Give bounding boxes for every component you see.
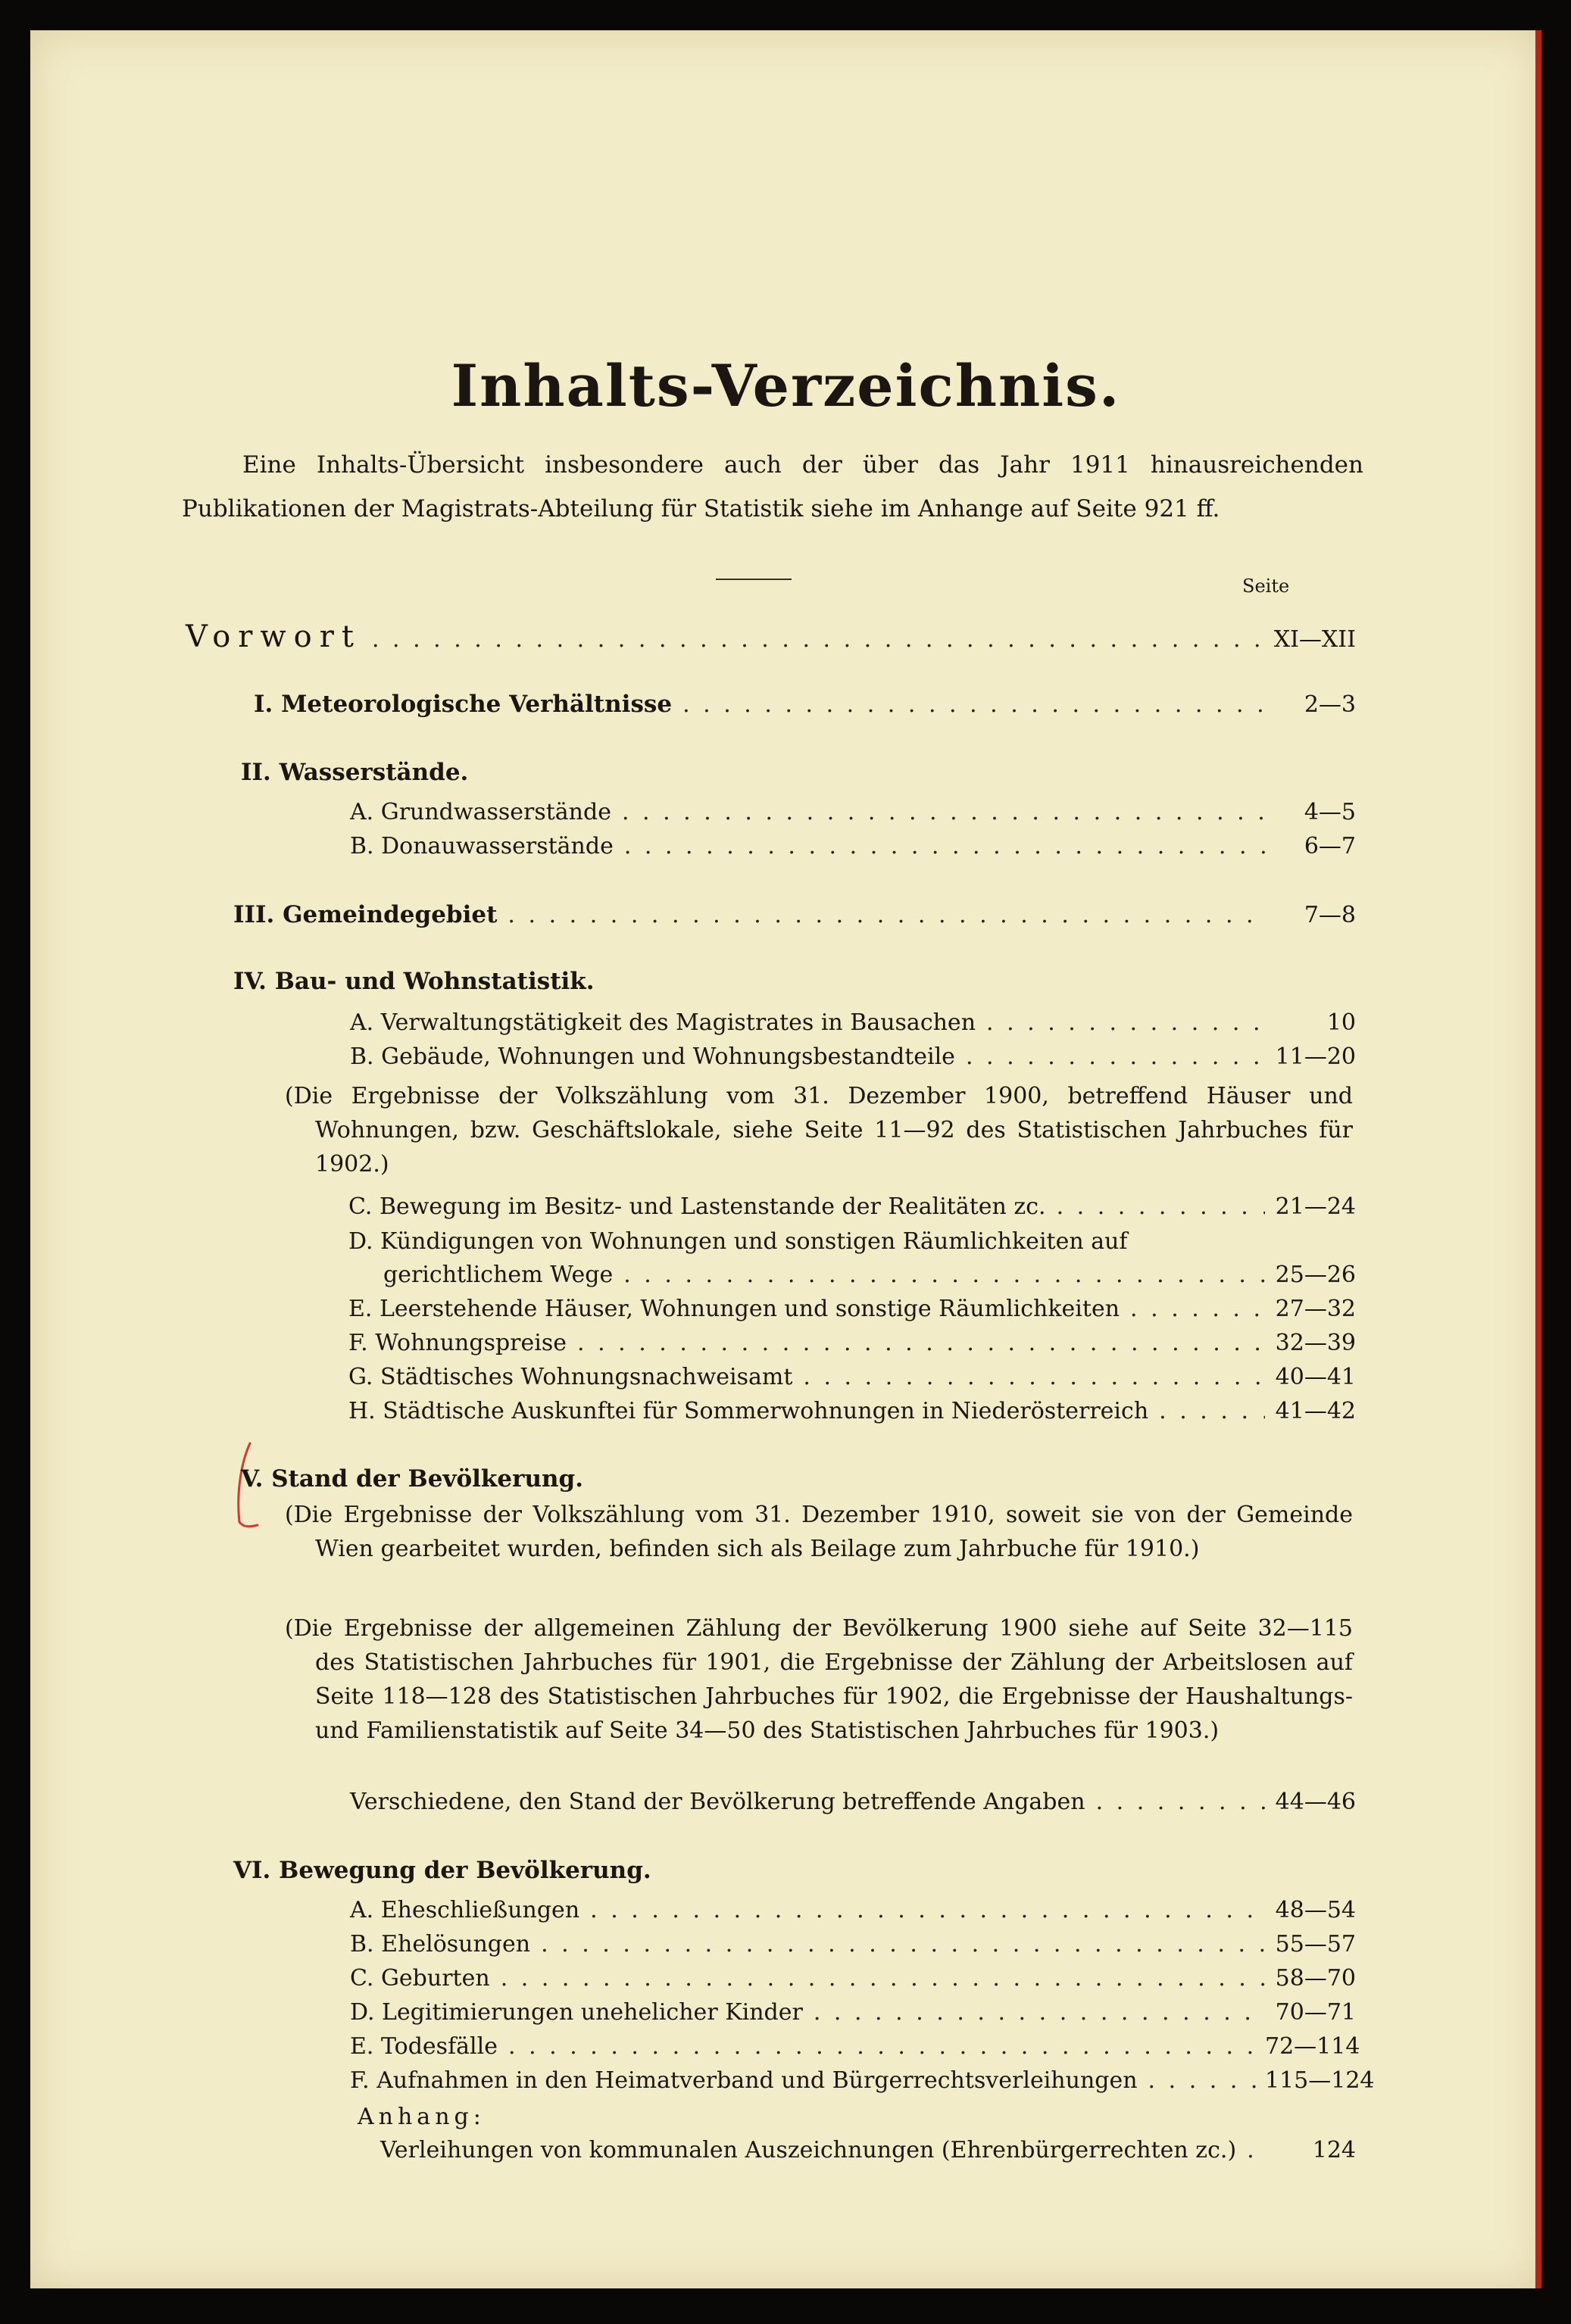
toc-label: E. Leerstehende Häuser, Wohnungen und sonstige Räumlichkeiten [348,1296,1120,1322]
toc-row[interactable] [350,1897,1356,1923]
toc-row-section-3[interactable] [233,901,1356,928]
toc-page: 27—32 [1275,1296,1356,1322]
toc-row[interactable] [380,2137,1356,2163]
toc-label: C. Bewegung im Besitz- und Lastenstande der Realitäten zc. [348,1193,1046,1220]
toc-label: I. Meteorologische Verhältnisse [254,691,673,718]
leader-dots [1046,1193,1265,1220]
toc-label: F. Aufnahmen in den Heimatverband und Bürgerrechtsverleihungen [350,2067,1138,2094]
toc-row[interactable] [383,1262,1356,1288]
toc-page: 4—5 [1304,799,1356,825]
toc-page: 48—54 [1275,1897,1356,1923]
leader-dots [498,2033,1265,2060]
toc-label: A. Grundwasserstände [350,799,611,825]
toc-page: 44—46 [1275,1789,1356,1815]
toc-label: E. Todesfälle [350,2033,498,2060]
note-census-1900 [285,1079,1353,1181]
leader-dots [955,1043,1265,1070]
section-heading-4: IV. Bau- und Wohnstatistik. [233,968,595,995]
leader-dots [361,626,1265,653]
leader-dots [490,1965,1265,1992]
leader-dots [611,799,1265,825]
toc-row[interactable] [350,1965,1356,1992]
toc-row-vorwort[interactable] [186,619,1356,654]
section-heading-5: V. Stand der Bevölkerung. [241,1465,584,1493]
anhang-heading: Anhang: [358,2104,486,2130]
divider-rule [716,579,792,580]
toc-label: F. Wohnungspreise [348,1330,567,1356]
leader-dots [1236,2137,1265,2163]
toc-row[interactable] [348,1296,1356,1322]
toc-row[interactable] [348,1398,1356,1424]
section-heading-6: VI. Bewegung der Bevölkerung. [233,1857,651,1884]
leader-dots [1148,1398,1265,1424]
toc-page: 58—70 [1275,1965,1356,1992]
leader-dots [614,833,1265,859]
toc-page: 7—8 [1304,902,1356,928]
leader-dots [497,902,1265,928]
leader-dots [1120,1296,1265,1322]
toc-label: D. Legitimierungen unehelicher Kinder [350,1999,803,2026]
toc-row[interactable] [350,1931,1356,1957]
toc-row[interactable] [348,1330,1356,1356]
leader-dots [579,1897,1265,1923]
page-column-header: Seite [1242,576,1290,597]
intro-paragraph: Eine Inhalts-Übersicht insbesondere auch der über das Jahr 1911 hinausreichenden Publikationen der Magistrats-Abteilung für Statistik siehe im Anhange auf Seite 921 ff. [182,451,1363,523]
toc-row-section-1[interactable] [254,691,1356,718]
toc-label: B. Ehelösungen [350,1931,531,1957]
toc-row[interactable] [350,799,1356,825]
toc-row[interactable] [350,2067,1375,2094]
leader-dots [976,1009,1265,1036]
toc-row[interactable] [350,1043,1356,1070]
toc-page: XI—XII [1273,626,1356,653]
leader-dots [613,1262,1265,1288]
toc-page: 70—71 [1275,1999,1356,2026]
leader-dots [792,1364,1265,1390]
toc-page: 124 [1312,2137,1356,2163]
note-census-1900-population [285,1611,1353,1748]
note-text: (Die Ergebnisse der allgemeinen Zählung der Bevölkerung 1900 siehe auf Seite 32—115 des Statistischen Jahrbuches für 1901, die Ergebnisse der Zählung der Arbeitslosen auf Seite 118—128 des Statistischen Jahrbuches für 1902, die Ergebnisse der Haushaltungs- und Familienstatistik auf Seite 34—50 des Statistischen Jahrbuches für 1903.) [285,1615,1353,1744]
toc-label: Verschiedene, den Stand der Bevölkerung betreffende Angaben [350,1789,1085,1815]
toc-page: 32—39 [1275,1330,1356,1356]
toc-label: A. Eheschließungen [350,1897,580,1923]
toc-label: C. Geburten [350,1965,490,1992]
toc-row[interactable] [350,1999,1356,2026]
toc-page: 72—114 [1265,2033,1360,2060]
toc-row[interactable] [350,1009,1356,1036]
leader-dots [1138,2067,1265,2094]
note-census-1910 [285,1498,1353,1566]
toc-row[interactable] [350,1789,1356,1815]
leader-dots [567,1330,1265,1356]
note-text: (Die Ergebnisse der Volkszählung vom 31. Dezember 1900, betreffend Häuser und Wohnungen, bzw. Geschäftslokale, siehe Seite 11—92 des Statistischen Jahrbuches für 1902.) [285,1083,1353,1178]
toc-label: Vorwort [186,619,361,654]
toc-page: 40—41 [1275,1364,1356,1390]
toc-row[interactable] [348,1193,1356,1220]
toc-label: B. Donauwasserstände [350,833,614,859]
leader-dots [530,1931,1265,1957]
toc-label: B. Gebäude, Wohnungen und Wohnungsbestandteile [350,1043,955,1070]
note-text: (Die Ergebnisse der Volkszählung vom 31. Dezember 1910, soweit sie von der Gemeinde Wien gearbeitet wurden, befinden sich als Beilage zum Jahrbuche für 1910.) [285,1502,1353,1562]
toc-label: H. Städtische Auskunftei für Sommerwohnungen in Niederösterreich [348,1398,1149,1424]
toc-row[interactable] [350,2033,1360,2060]
toc-page: 2—3 [1304,691,1356,718]
toc-page: 55—57 [1275,1931,1356,1957]
toc-label: Verleihungen von kommunalen Auszeichnungen (Ehrenbürgerrechten zc.) [380,2137,1237,2163]
toc-page: 6—7 [1304,833,1356,859]
section-heading-2: II. Wasserstände. [241,759,469,786]
toc-page: 11—20 [1275,1043,1356,1070]
toc-label: A. Verwaltungstätigkeit des Magistrates in Bausachen [350,1009,976,1036]
toc-label: G. Städtisches Wohnungsnachweisamt [348,1364,793,1390]
toc-label: III. Gemeindegebiet [233,901,498,928]
toc-row[interactable] [348,1364,1356,1390]
page-title: Inhalts-Verzeichnis. [451,352,1121,420]
leader-dots [1085,1789,1265,1815]
toc-page: 115—124 [1265,2067,1375,2094]
toc-label-line1: D. Kündigungen von Wohnungen und sonstigen Räumlichkeiten auf [348,1228,1128,1255]
toc-page: 25—26 [1275,1262,1356,1288]
toc-page: 10 [1326,1009,1356,1036]
leader-dots [672,691,1265,718]
leader-dots [803,1999,1265,2026]
toc-label: gerichtlichem Wege [383,1262,614,1288]
toc-page: 41—42 [1275,1398,1356,1424]
page-sheet [30,30,1541,2288]
toc-row[interactable] [350,833,1356,859]
toc-page: 21—24 [1275,1193,1356,1220]
